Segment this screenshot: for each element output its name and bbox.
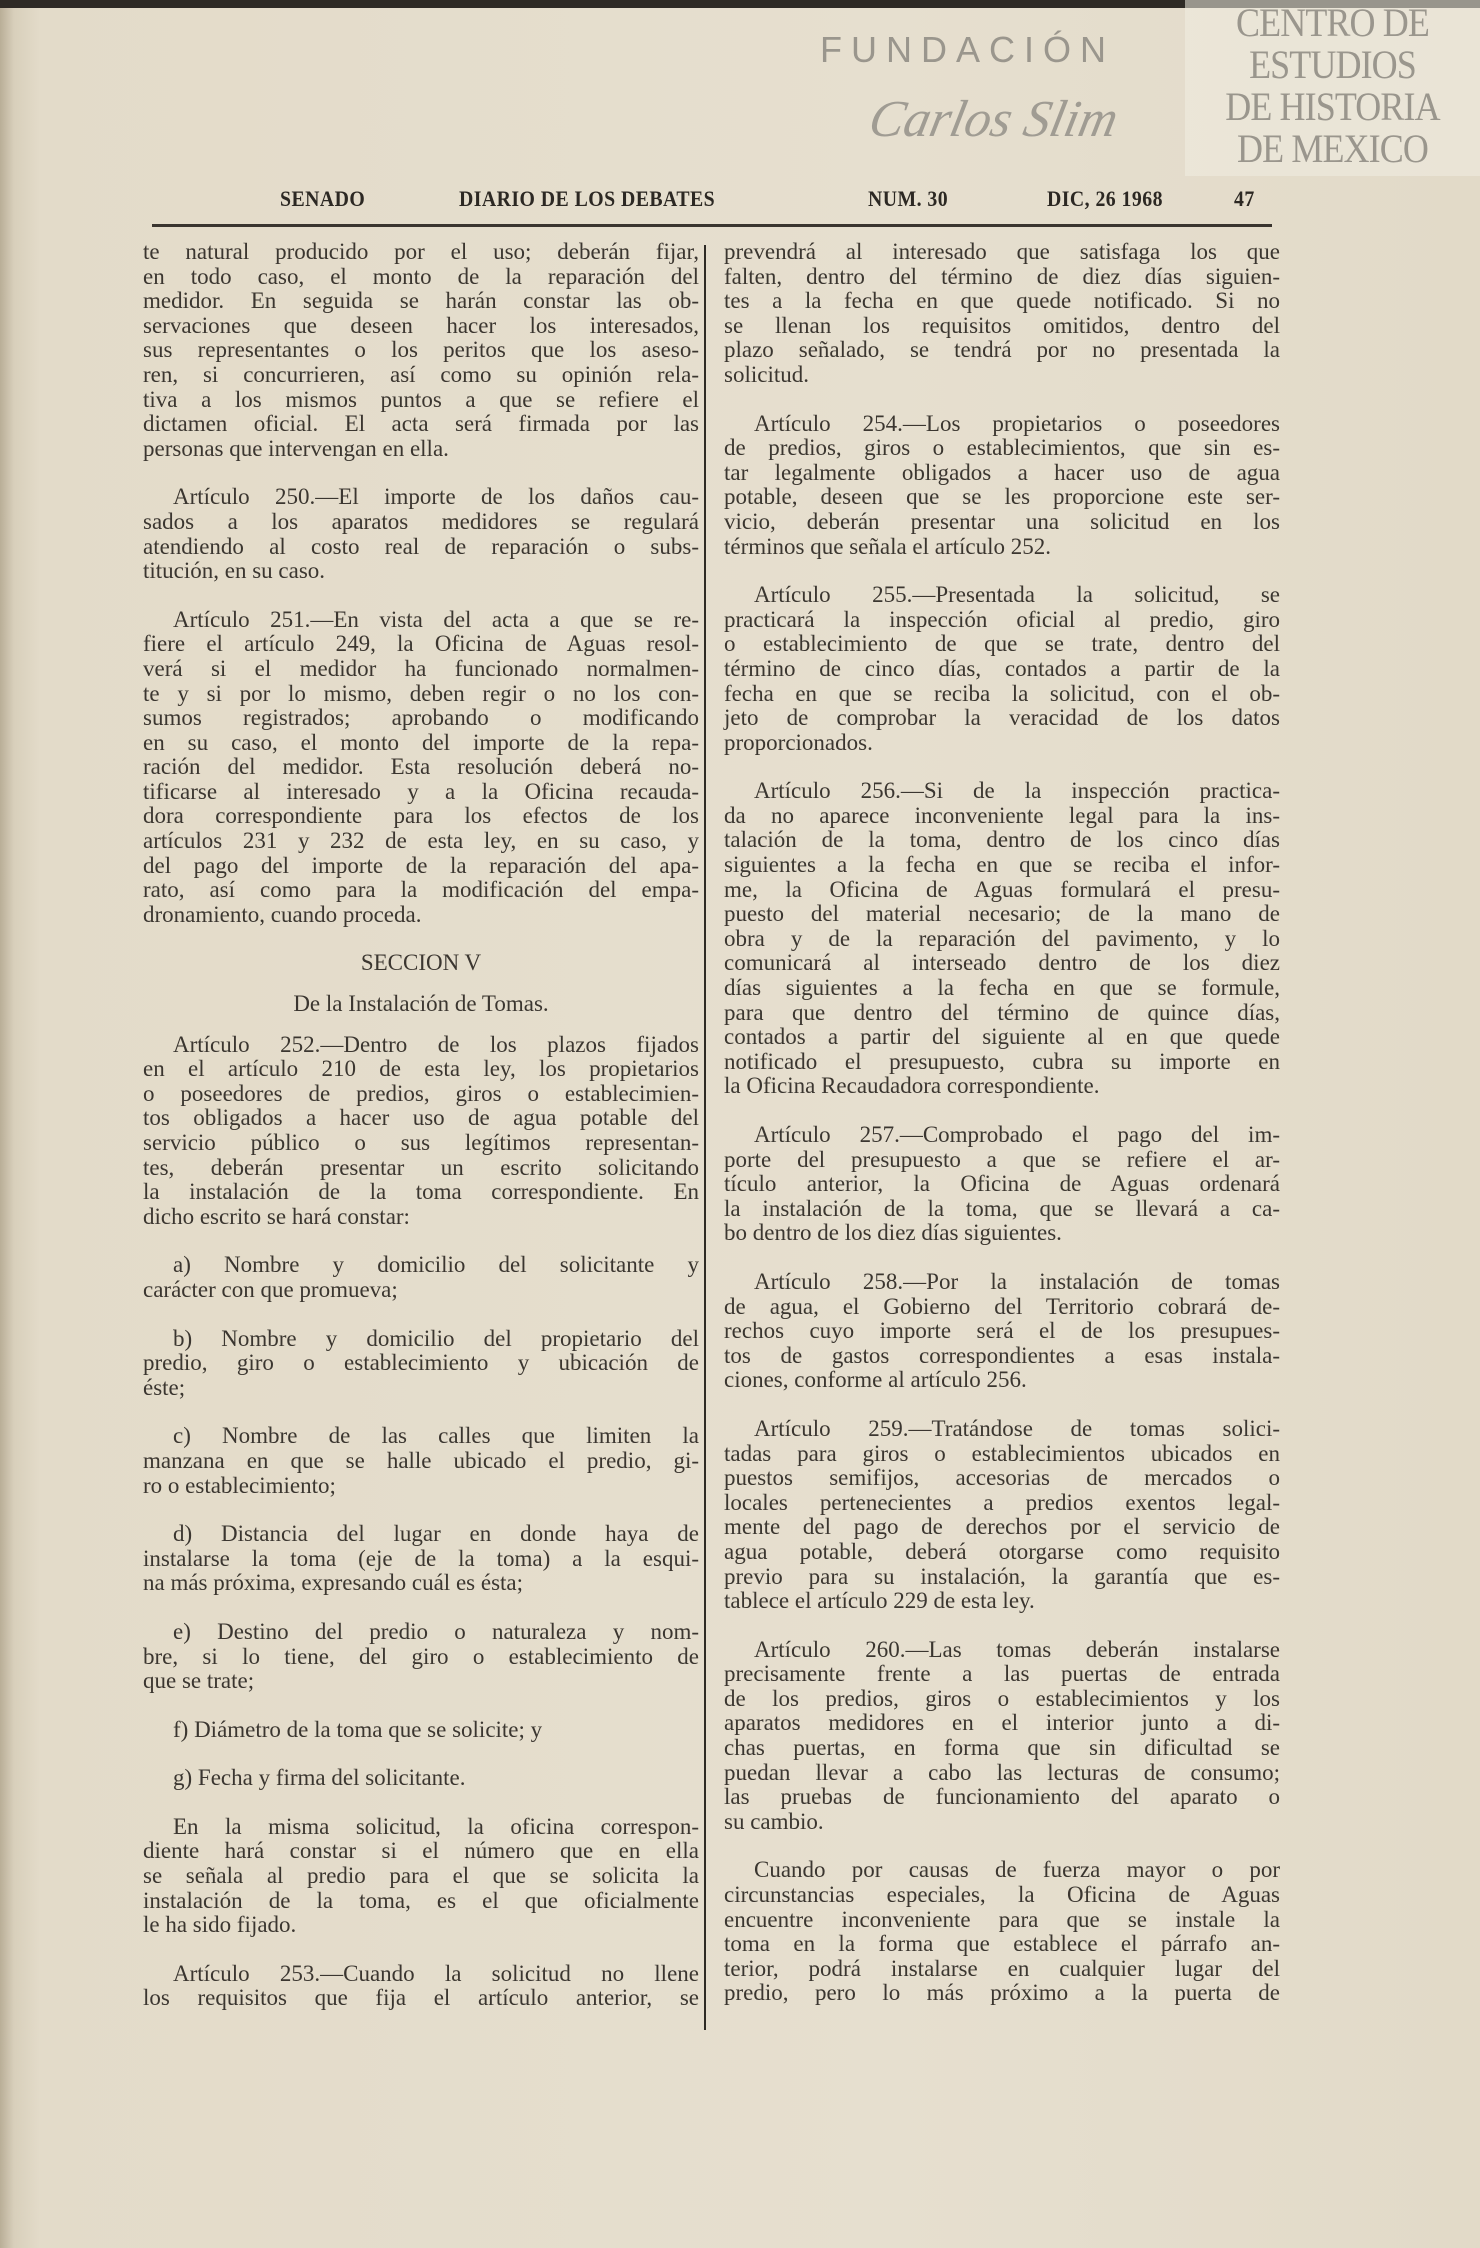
- page-header: [0, 186, 1300, 216]
- text-line: días siguientes a la fecha en que se formule,: [724, 975, 1280, 1001]
- paragraph: [143, 485, 699, 583]
- paragraph: [724, 779, 1280, 1099]
- text-line: se señala al predio para el que se solicita la: [143, 1863, 699, 1889]
- text-line: toma en la forma que establece el párrafo an-: [724, 1931, 1280, 1957]
- watermark: [1185, 0, 1480, 176]
- text-line: ración del medidor. Esta resolución deberá no-: [143, 754, 699, 780]
- text-line: medidor. En seguida se harán constar las ob-: [143, 288, 699, 314]
- text-line: predio, giro o establecimiento y ubicación de: [143, 1350, 699, 1376]
- text-line: aparatos medidores en el interior junto a di-: [724, 1710, 1280, 1736]
- text-line: precisamente frente a las puertas de entrada: [724, 1661, 1280, 1687]
- text-line: chas puertas, en forma que sin dificultad se: [724, 1735, 1280, 1761]
- text-line: agua potable, deberá otorgarse como requisito: [724, 1538, 1280, 1564]
- text-line: tes a la fecha en que quede notificado. Si no: [724, 288, 1280, 314]
- text-line: g) Fecha y firma del solicitante.: [173, 1765, 466, 1791]
- watermark-line: CENTRO DE: [1236, 0, 1429, 45]
- watermark-line: DE HISTORIA: [1225, 84, 1440, 129]
- text-line: De la Instalación de Tomas.: [293, 991, 549, 1017]
- text-line: sus representantes o los peritos que los aseso-: [143, 337, 699, 363]
- text-line: me, la Oficina de Aguas formulará el presu-: [724, 876, 1280, 902]
- text-line: Artículo 258.—Por la instalación de tomas: [754, 1268, 1280, 1294]
- text-line: servicio público o sus legítimos representan-: [143, 1130, 699, 1155]
- left-column: [143, 240, 699, 2035]
- text-line: para que dentro del término de quince días,: [724, 999, 1280, 1025]
- paragraph: [724, 240, 1280, 388]
- column-divider: [704, 245, 706, 2030]
- text-line: circunstancias especiales, la Oficina de Aguas: [724, 1882, 1280, 1908]
- paragraph: [143, 1620, 699, 1694]
- text-line: encuentre inconveniente para que se instale la: [724, 1906, 1280, 1932]
- paragraph: [724, 412, 1280, 560]
- header-date: DIC, 26 1968: [1047, 186, 1163, 211]
- text-line: solicitud.: [724, 361, 809, 387]
- text-line: tes, deberán presentar un escrito solicitando: [143, 1154, 699, 1180]
- header-number: NUM. 30: [868, 186, 949, 211]
- text-line: las pruebas de funcionamiento del aparato o: [724, 1784, 1280, 1810]
- paragraph: [724, 583, 1280, 755]
- text-line: practicará la inspección oficial al predio, giro: [724, 606, 1280, 632]
- text-line: porte del presupuesto a que se refiere el ar-: [724, 1146, 1280, 1172]
- text-line: mente del pago de derechos por el servicio de: [724, 1514, 1280, 1540]
- watermark-signature: Carlos Slim: [864, 91, 1124, 148]
- text-line: Artículo 257.—Comprobado el pago del im-: [754, 1122, 1280, 1147]
- text-line: personas que intervengan en ella.: [143, 435, 449, 461]
- paragraph: [724, 1270, 1280, 1393]
- watermark-line: DE MEXICO: [1237, 126, 1428, 171]
- text-line: la instalación de la toma, que se llevará a ca-: [724, 1195, 1280, 1221]
- text-line: En la misma solicitud, la oficina correspon-: [173, 1813, 699, 1839]
- paragraph: [143, 1327, 699, 1401]
- text-line: diente hará constar si el número que en ella: [143, 1838, 699, 1864]
- text-line: Artículo 250.—El importe de los daños cau-: [173, 484, 699, 510]
- text-line: de agua, el Gobierno del Territorio cobrará de-: [724, 1293, 1280, 1319]
- text-line: o establecimiento de que se trate, dentro del: [724, 631, 1280, 657]
- text-line: talación de la toma, dentro de los cinco días: [724, 827, 1280, 853]
- text-line: tículo anterior, la Oficina de Aguas ordenará: [724, 1171, 1280, 1197]
- paragraph: [143, 1815, 699, 1938]
- text-line: a) Nombre y domicilio del solicitante y: [173, 1252, 699, 1278]
- text-line: dronamiento, cuando proceda.: [143, 901, 422, 927]
- text-line: tadas para giros o establecimientos ubicados en: [724, 1440, 1280, 1466]
- text-line: o poseedores de predios, giros o establecimien-: [143, 1080, 699, 1106]
- watermark-line: ESTUDIOS: [1249, 42, 1416, 87]
- paragraph: [143, 1424, 699, 1498]
- text-line: instalarse la toma (eje de la toma) a la esqui-: [143, 1545, 699, 1571]
- text-line: d) Distancia del lugar en donde haya de: [173, 1521, 699, 1547]
- header-chamber: SENADO: [280, 186, 366, 211]
- text-line: tos obligados a hacer uso de agua potable del: [143, 1105, 699, 1131]
- text-line: se llenan los requisitos omitidos, dentro del: [724, 312, 1280, 338]
- text-line: Artículo 251.—En vista del acta a que se re-: [173, 606, 699, 632]
- paragraph: [724, 1638, 1280, 1835]
- text-line: verá si el medidor ha funcionado normalmen-: [143, 655, 699, 681]
- text-line: falten, dentro del término de diez días siguien-: [724, 263, 1280, 289]
- text-line: e) Destino del predio o naturaleza y nom-: [173, 1618, 699, 1644]
- text-line: bre, si lo tiene, del giro o establecimiento de: [143, 1643, 699, 1669]
- text-line: Artículo 255.—Presentada la solicitud, se: [754, 582, 1280, 608]
- text-line: le ha sido fijado.: [143, 1912, 297, 1938]
- text-line: terior, podrá instalarse en cualquier lugar del: [724, 1955, 1280, 1981]
- text-line: su cambio.: [724, 1808, 824, 1834]
- text-line: dora correspondiente para los efectos de los: [143, 803, 699, 829]
- text-line: artículos 231 y 232 de esta ley, en su caso, y: [143, 828, 699, 854]
- watermark-foundation: FUNDACIÓN: [820, 29, 1115, 70]
- section-heading: [143, 951, 699, 976]
- text-line: en su caso, el monto del importe de la repa-: [143, 729, 699, 755]
- text-line: Artículo 254.—Los propietarios o poseedores: [754, 410, 1280, 436]
- text-line: te y si por lo mismo, deben regir o no los con-: [143, 680, 699, 706]
- text-line: fiere el artículo 249, la Oficina de Aguas resol-: [143, 631, 699, 657]
- text-line: dicho escrito se hará constar:: [143, 1203, 410, 1229]
- paragraph: [143, 608, 699, 928]
- text-line: Artículo 259.—Tratándose de tomas solici-: [754, 1415, 1280, 1441]
- paragraph: [724, 1123, 1280, 1246]
- text-line: rechos cuyo importe será el de los presupues-: [724, 1318, 1280, 1344]
- text-line: proporcionados.: [724, 729, 873, 755]
- text-line: puedan llevar a cabo las lecturas de consumo;: [724, 1759, 1280, 1785]
- text-line: sumos registrados; aprobando o modificando: [143, 705, 699, 731]
- text-line: SECCION V: [360, 950, 482, 976]
- text-line: término de cinco días, contados a partir de la: [724, 655, 1280, 681]
- text-line: Artículo 256.—Si de la inspección practica-: [754, 778, 1280, 804]
- text-line: titución, en su caso.: [143, 558, 326, 584]
- text-line: f) Diámetro de la toma que se solicite; y: [173, 1716, 543, 1742]
- text-line: vicio, deberán presentar una solicitud en los: [724, 508, 1280, 534]
- text-line: tar legalmente obligados a hacer uso de agua: [724, 459, 1280, 485]
- text-line: tablece el artículo 229 de esta ley.: [724, 1588, 1035, 1614]
- text-line: sados a los aparatos medidores se regulará: [143, 508, 699, 534]
- paragraph: [143, 1522, 699, 1596]
- paragraph: [143, 240, 699, 461]
- text-line: plazo señalado, se tendrá por no presentada la: [724, 337, 1280, 363]
- paragraph: [143, 1766, 699, 1791]
- text-line: te natural producido por el uso; deberán fijar,: [143, 239, 699, 264]
- text-line: manzana en que se halle ubicado el predio, gi-: [143, 1447, 699, 1473]
- text-line: Artículo 253.—Cuando la solicitud no llene: [173, 1960, 699, 1986]
- text-line: ro o establecimiento;: [143, 1472, 336, 1498]
- text-line: ciones, conforme al artículo 256.: [724, 1367, 1027, 1393]
- paragraph: [143, 1962, 699, 2011]
- text-line: servaciones que deseen hacer los interesados,: [143, 312, 699, 338]
- text-line: instalación de la toma, es el que oficialmente: [143, 1887, 699, 1913]
- header-page-number: 47: [1234, 186, 1255, 211]
- text-line: comunicará al interseado dentro de los diez: [724, 950, 1280, 976]
- text-line: tiva a los mismos puntos a que se refiere el: [143, 386, 699, 412]
- text-line: b) Nombre y domicilio del propietario del: [173, 1325, 699, 1351]
- text-line: bo dentro de los diez días siguientes.: [724, 1220, 1062, 1246]
- text-line: carácter con que promueva;: [143, 1276, 398, 1302]
- text-line: na más próxima, expresando cuál es ésta;: [143, 1570, 524, 1596]
- paragraph: [143, 1033, 699, 1230]
- section-heading: [143, 992, 699, 1017]
- text-line: fecha en que se reciba la solicitud, con el ob-: [724, 680, 1280, 706]
- text-line: que se trate;: [143, 1668, 255, 1694]
- text-line: jeto de comprobar la veracidad de los datos: [724, 705, 1280, 731]
- text-line: en el artículo 210 de esta ley, los propietarios: [143, 1056, 699, 1082]
- paragraph: [724, 1858, 1280, 2006]
- text-line: dictamen oficial. El acta será firmada por las: [143, 411, 699, 437]
- text-line: del pago del importe de la reparación del apa-: [143, 852, 699, 878]
- text-line: Artículo 252.—Dentro de los plazos fijados: [173, 1031, 699, 1057]
- right-column: [724, 240, 1280, 2030]
- header-rule: [152, 224, 1272, 227]
- text-line: la Oficina Recaudadora correspondiente.: [724, 1073, 1100, 1099]
- text-line: términos que señala el artículo 252.: [724, 533, 1052, 559]
- text-line: siguientes a la fecha en que se reciba el infor-: [724, 852, 1280, 878]
- text-line: c) Nombre de las calles que limiten la: [173, 1423, 699, 1449]
- text-line: potable, deseen que se les proporcione este ser-: [724, 484, 1280, 510]
- text-line: obra y de la reparación del pavimento, y lo: [724, 925, 1280, 951]
- text-line: tos de gastos correspondientes a esas instala-: [724, 1342, 1280, 1368]
- text-line: de los predios, giros o establecimientos y los: [724, 1685, 1280, 1711]
- text-line: da no aparece inconveniente legal para la ins-: [724, 802, 1280, 828]
- text-line: los requisitos que fija el artículo anterior, se: [143, 1985, 699, 2011]
- paragraph: [143, 1718, 699, 1743]
- text-line: prevendrá al interesado que satisfaga los que: [724, 239, 1280, 264]
- text-line: previo para su instalación, la garantía que es-: [724, 1563, 1280, 1589]
- text-line: éste;: [143, 1374, 186, 1400]
- text-line: de predios, giros o establecimientos, que sin es-: [724, 435, 1280, 461]
- text-line: puestos semifijos, accesorias de mercados o: [724, 1465, 1280, 1491]
- text-line: puesto del material necesario; de la mano de: [724, 901, 1280, 927]
- text-line: predio, pero lo más próximo a la puerta de: [724, 1980, 1280, 2006]
- text-line: contados a partir del siguiente al en que quede: [724, 1024, 1280, 1050]
- text-line: Artículo 260.—Las tomas deberán instalarse: [754, 1636, 1280, 1662]
- text-line: notificado el presupuesto, cubra su importe en: [724, 1048, 1280, 1074]
- header-publication: DIARIO DE LOS DEBATES: [459, 186, 716, 211]
- text-line: Cuando por causas de fuerza mayor o por: [754, 1857, 1280, 1883]
- text-line: ren, si concurrieren, así como su opinión rela-: [143, 361, 699, 387]
- paragraph: [724, 1417, 1280, 1614]
- text-line: locales pertenecientes a predios exentos legal-: [724, 1489, 1280, 1515]
- text-line: tificarse al interesado y a la Oficina recauda-: [143, 778, 699, 804]
- text-line: la instalación de la toma correspondiente. En: [143, 1179, 699, 1205]
- text-line: en todo caso, el monto de la reparación del: [143, 263, 699, 289]
- paragraph: [143, 1253, 699, 1302]
- text-line: atendiendo al costo real de reparación o subs-: [143, 533, 699, 559]
- text-line: rato, así como para la modificación del empa-: [143, 877, 699, 903]
